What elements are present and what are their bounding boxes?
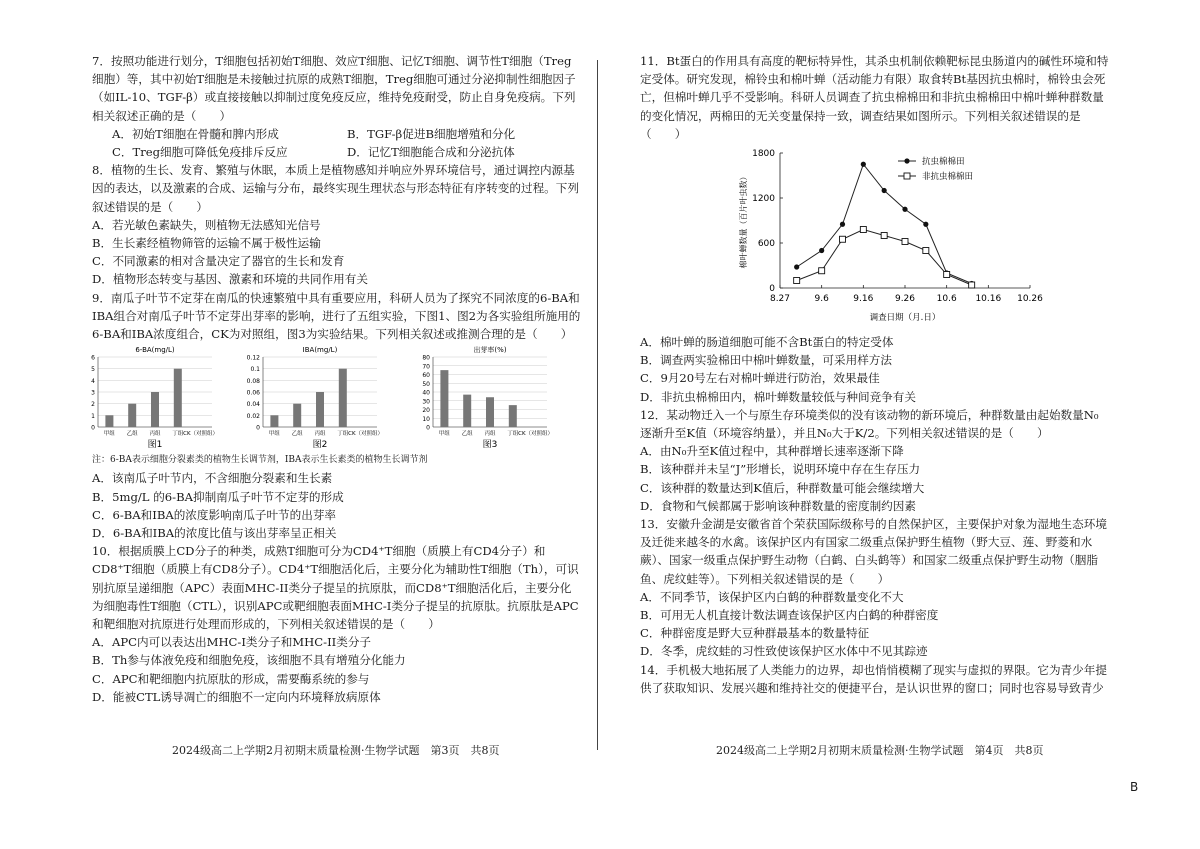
data-point [923, 248, 929, 254]
y-tick-label: 5 [91, 366, 95, 374]
y-tick-label: 1200 [752, 194, 775, 205]
q10-option-d: D．能被CTL诱导凋亡的细胞不一定向内环境释放病原体 [92, 689, 381, 704]
x-tick-label: 甲组 [103, 431, 115, 438]
x-axis-label: 调查日期（月.日） [869, 313, 941, 324]
y-tick-label: 50 [422, 381, 430, 388]
question-10-stem: 10．根据质膜上CD分子的种类，成熟T细胞可分为CD4⁺T细胞（质膜上有CD4分子）和CD8⁺T细胞（质膜上有CD8分子）。CD4⁺T细胞活化后，主要分化为辅助性T细胞（Th），可识别抗原呈递细胞（APC）表面MHC-II类分子提呈的抗原肽，而CD8⁺T细胞活化后，主要分化为细胞毒性T细胞（CTL），识别APC或靶细胞表面MHC-I类分子提呈的抗原肽。抗原肽是APC和靶细胞对抗原进行处理而形成的，下列相关叙述错误的是（ ） [92, 544, 579, 632]
y-tick-label: 3 [91, 389, 95, 397]
q11-option-a: A．棉叶蝉的肠道细胞可能不含Bt蛋白的特定受体 [640, 335, 894, 350]
data-point [944, 272, 950, 278]
left-page [92, 52, 582, 706]
q12-option-c: C．该种群的数量达到K值后，种群数量可能会继续增大 [640, 480, 925, 495]
y-tick-label: 20 [422, 407, 430, 415]
q11-option-b: B．调查两实验棉田中棉叶蝉数量，可采用样方法 [640, 353, 892, 368]
q9-option-a: A．该南瓜子叶节内，不含细胞分裂素和生长素 [92, 471, 333, 486]
x-tick-label: 丁组 [172, 431, 184, 438]
chart-title: 出芽率(%) [473, 346, 507, 355]
legend-marker [904, 158, 909, 163]
question-8 [92, 161, 582, 288]
data-point [794, 264, 799, 269]
left-footer: 2024级高二上学期2月初期末质量检测·生物学试题 第3页 共8页 [172, 744, 500, 757]
y-tick-label: 1 [91, 413, 95, 421]
bar [105, 416, 113, 428]
x-tick-label: 丙组 [314, 431, 326, 438]
q9-option-d: D．6-BA和IBA的浓度比值与该出芽率呈正相关 [92, 526, 337, 541]
page-letter: B [1130, 780, 1139, 794]
x-tick-label: CK（对照组） [183, 431, 219, 438]
bar [174, 369, 182, 427]
y-tick-label: 0 [91, 424, 95, 432]
data-point [969, 282, 975, 288]
q10-option-b: B．Th参与体液免疫和细胞免疫，该细胞不具有增殖分化能力 [92, 653, 406, 668]
question-14-stem: 14．手机极大地拓展了人类能力的边界，却也悄悄模糊了现实与虚拟的界限。它为青少年提供了获取知识、发展兴趣和维持社交的便捷平台，是认识世界的窗口；同时也容易导致青少 [640, 662, 1107, 695]
data-point [902, 207, 907, 212]
question-9-stem: 9．南瓜子叶节不定芽在南瓜的快速繁殖中具有重要应用，科研人员为了探究不同浓度的6-BA和IBA组合对南瓜子叶节不定芽出芽率的影响，进行了五组实验，下图1、图2为各实验组所施用的6-BA和IBA浓度组合，CK为对照组，图3为实验结果。下列相关叙述或推测合理的是（ ） [92, 290, 581, 342]
line-chart [730, 143, 1060, 333]
bar [463, 395, 471, 427]
bar [293, 404, 301, 427]
bar-chart-fig1 [62, 343, 222, 451]
y-tick-label: 0 [426, 424, 430, 432]
data-point [819, 268, 825, 274]
bar [270, 416, 278, 428]
y-tick-label: 0.04 [246, 401, 260, 409]
q8-option-d: D．植物形态转变与基因、激素和环境的共同作用有关 [92, 272, 368, 287]
q9-option-b: B．5mg/L 的6-BA抑制南瓜子叶节不定芽的形成 [92, 489, 344, 504]
x-tick-label: 乙组 [461, 431, 473, 438]
figure-row [92, 343, 582, 451]
figure-note: 注：6-BA表示细胞分裂素类的植物生长调节剂，IBA表示生长素类的植物生长调节剂 [92, 455, 428, 466]
data-point [860, 227, 866, 233]
y-tick-label: 30 [422, 398, 430, 406]
y-tick-label: 0 [256, 424, 260, 432]
x-tick-label: 9.26 [894, 294, 916, 305]
figure-caption: 图2 [312, 440, 328, 451]
q9-option-c: C．6-BA和IBA的浓度影响南瓜子叶节的出芽率 [92, 507, 337, 522]
figure-caption: 图3 [482, 440, 498, 451]
question-14 [640, 661, 1110, 697]
y-tick-label: 80 [422, 354, 430, 362]
q13-option-d: D．冬季，虎纹蛙的习性致使该保护区水体中不见其踪迹 [640, 644, 928, 659]
x-tick-label: 10.6 [936, 294, 957, 305]
x-tick-label: 丙组 [484, 431, 496, 438]
y-tick-label: 0.1 [250, 366, 260, 374]
y-tick-label: 40 [422, 389, 430, 397]
x-tick-label: 10.16 [975, 294, 1002, 305]
bar [339, 369, 347, 427]
y-tick-label: 0.02 [246, 413, 260, 421]
x-tick-label: 乙组 [126, 431, 138, 438]
figure-caption: 图1 [147, 440, 163, 451]
q7-option-a: A．初始T细胞在骨髓和脾内形成 [112, 126, 279, 141]
x-tick-label: 甲组 [438, 431, 450, 438]
question-13-stem: 13．安徽升金湖是安徽省首个荣获国际级称号的自然保护区，主要保护对象为湿地生态环境及迁徙来越冬的水禽。该保护区内有国家二级重点保护野生植物（野大豆、莲、野菱和水蕨）、国家一级重点保护野生动物（白鹤、白头鹤等）和国家二级重点保护野生动物（胭脂鱼、虎纹蛙等）。下列相关叙述错误的是（ ） [640, 517, 1107, 586]
x-tick-label: 乙组 [291, 431, 303, 438]
y-tick-label: 0 [769, 284, 775, 295]
q7-option-c: C．Treg细胞可降低免疫排斥反应 [112, 145, 288, 160]
data-point [923, 222, 928, 227]
page-divider [597, 60, 598, 750]
y-tick-label: 2 [91, 401, 95, 409]
q7-option-b: B．TGF-β促进B细胞增殖和分化 [347, 126, 516, 141]
y-tick-label: 4 [91, 378, 95, 386]
q12-option-d: D．食物和气候都属于影响该种群数量的密度制约因素 [640, 498, 916, 513]
right-page [640, 52, 1110, 697]
x-tick-label: 丙组 [149, 431, 161, 438]
question-7-stem: 7．按照功能进行划分，T细胞包括初始T细胞、效应T细胞、记忆T细胞、调节性T细胞（Treg细胞）等，其中初始T细胞是未接触过抗原的成熟T细胞，Treg细胞可通过分泌抑制性细胞因子（如IL-10、TGF-β）或直接接触以抑制过度免疫反应，维持免疫耐受，防止自身免疫病。下列相关叙述正确的是（ ） [92, 54, 576, 123]
q10-option-c: C．APC和靶细胞内抗原肽的形成，需要酶系统的参与 [92, 671, 370, 686]
bar [509, 405, 517, 427]
bar [440, 370, 448, 427]
bar [151, 392, 159, 427]
y-tick-label: 0.08 [246, 378, 260, 386]
q11-option-c: C．9月20号左右对棉叶蝉进行防治，效果最佳 [640, 371, 880, 386]
legend-marker [904, 173, 910, 179]
y-tick-label: 0.12 [246, 354, 260, 362]
x-tick-label: 8.27 [769, 294, 791, 305]
bar-chart-fig2 [227, 343, 392, 451]
data-point [794, 278, 800, 284]
q7-option-d: D．记忆T细胞能合成和分泌抗体 [347, 145, 515, 160]
data-point [819, 248, 824, 253]
bar-chart-fig3 [397, 343, 562, 451]
x-tick-label: CK（对照组） [348, 431, 384, 438]
question-12-stem: 12．某动物迁入一个与原生存环境类似的没有该动物的新环境后，种群数量由起始数量N₀逐渐升至K值（环境容纳量），并且N₀大于K/2。下列相关叙述错误的是（ ） [640, 407, 1099, 441]
data-point [840, 236, 846, 242]
question-10 [92, 542, 582, 706]
question-13 [640, 515, 1110, 661]
question-8-stem: 8．植物的生长、发育、繁殖与休眠，本质上是植物感知并响应外界环境信号，通过调控内源基因的表达，以及激素的合成、运输与分布，最终实现生理状态与形态特征有序转变的过程。下列叙述错误的是（ ） [92, 163, 579, 214]
chart-title: IBA(mg/L) [302, 346, 338, 355]
y-tick-label: 0.06 [246, 389, 260, 397]
q13-option-c: C．种群密度是野大豆种群最基本的数量特征 [640, 626, 870, 641]
y-tick-label: 6 [91, 354, 95, 362]
legend-label: 抗虫棉棉田 [922, 157, 965, 168]
data-point [902, 239, 908, 245]
series-line [797, 164, 972, 283]
x-tick-label: 9.16 [853, 294, 874, 305]
y-tick-label: 1800 [752, 149, 775, 160]
question-11 [640, 52, 1110, 406]
data-point [882, 188, 887, 193]
bar [128, 404, 136, 427]
q13-option-b: B．可用无人机直接计数法调查该保护区内白鹤的种群密度 [640, 608, 939, 623]
data-point [881, 233, 887, 239]
q8-option-c: C．不同激素的相对含量决定了器官的生长和发育 [92, 254, 345, 269]
question-9 [92, 289, 582, 543]
q11-option-d: D．非抗虫棉棉田内，棉叶蝉数量较低与种间竞争有关 [640, 389, 916, 404]
chart-title: 6-BA(mg/L) [135, 346, 175, 355]
q13-option-a: A．不同季节，该保护区内白鹤的种群数量变化不大 [640, 589, 904, 604]
x-tick-label: 丁组 [507, 431, 519, 438]
y-tick-label: 60 [422, 372, 430, 380]
y-tick-label: 10 [422, 416, 430, 423]
q8-option-a: A．若光敏色素缺失，则植物无法感知光信号 [92, 217, 321, 232]
right-footer: 2024级高二上学期2月初期末质量检测·生物学试题 第4页 共8页 [716, 744, 1044, 757]
bar [486, 398, 494, 428]
x-tick-label: CK（对照组） [518, 431, 554, 438]
q8-option-b: B．生长素经植物筛管的运输不属于极性运输 [92, 236, 321, 251]
x-tick-label: 10.26 [1017, 294, 1043, 305]
bar [316, 392, 324, 427]
y-tick-label: 600 [757, 239, 775, 250]
legend-label: 非抗虫棉棉田 [922, 172, 974, 183]
q10-option-a: A．APC内可以表达出MHC-I类分子和MHC-II类分子 [92, 635, 372, 650]
q12-option-b: B．该种群并未呈“J”形增长，说明环境中存在生存压力 [640, 462, 921, 477]
question-7 [92, 52, 582, 161]
data-point [861, 162, 866, 167]
question-11-stem: 11．Bt蛋白的作用具有高度的靶标特异性，其杀虫机制依赖靶标昆虫肠道内的碱性环境和特定受体。研究发现，棉铃虫和棉叶蝉（活动能力有限）取食转Bt基因抗虫棉时，棉铃虫会死亡，但棉叶蝉几乎不受影响。科研人员调查了抗虫棉棉田和非抗虫棉棉田中棉叶蝉种群数量的变化情况，两棉田的无关变量保持一致，调查结果如图所示。下列相关叙述错误的是（ ） [640, 54, 1109, 141]
x-tick-label: 甲组 [268, 431, 280, 438]
data-point [840, 222, 845, 227]
y-axis-label: 棉叶蝉数量（百片叶虫数） [739, 172, 748, 269]
question-12 [640, 406, 1110, 515]
q12-option-a: A．由N₀升至K值过程中，其种群增长速率逐渐下降 [640, 444, 904, 459]
x-tick-label: 9.6 [814, 294, 829, 305]
x-tick-label: 丁组 [337, 431, 349, 438]
y-tick-label: 70 [422, 363, 430, 371]
